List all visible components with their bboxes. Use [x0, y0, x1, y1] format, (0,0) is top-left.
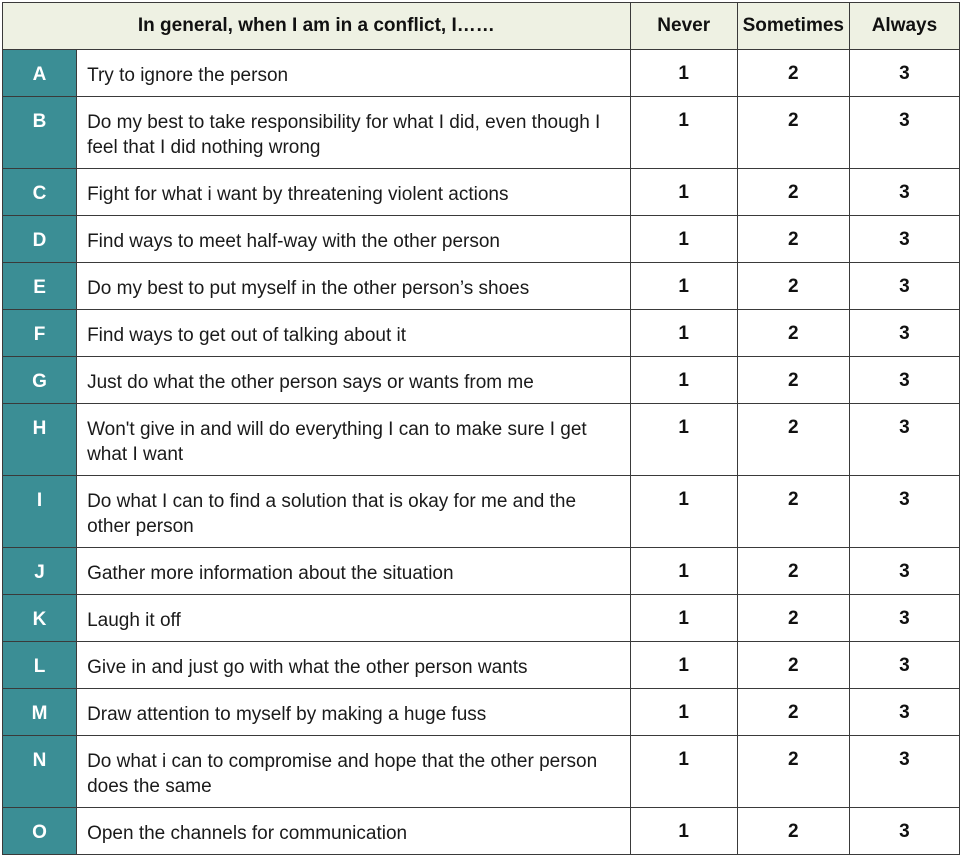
rating-never: 1: [630, 263, 737, 310]
conflict-survey: [2, 2, 960, 855]
header-question: In general, when I am in a conflict, I……: [3, 3, 631, 50]
table-row: [3, 689, 960, 736]
table-row: [3, 263, 960, 310]
rating-never: 1: [630, 97, 737, 169]
header-never: Never: [630, 3, 737, 50]
rating-always: 3: [849, 595, 959, 642]
table-row: [3, 808, 960, 855]
row-letter: J: [3, 548, 77, 595]
rating-never: 1: [630, 310, 737, 357]
rating-sometimes: 2: [737, 216, 849, 263]
rating-never: 1: [630, 50, 737, 97]
row-letter: A: [3, 50, 77, 97]
row-statement: Try to ignore the person: [77, 50, 631, 97]
rating-always: 3: [849, 642, 959, 689]
header-always: Always: [849, 3, 959, 50]
rating-sometimes: 2: [737, 595, 849, 642]
row-statement: Just do what the other person says or wants from me: [77, 357, 631, 404]
row-letter: G: [3, 357, 77, 404]
table-row: [3, 595, 960, 642]
rating-always: 3: [849, 689, 959, 736]
rating-sometimes: 2: [737, 548, 849, 595]
table-row: [3, 50, 960, 97]
row-letter: I: [3, 476, 77, 548]
rating-sometimes: 2: [737, 476, 849, 548]
rating-always: 3: [849, 736, 959, 808]
rating-sometimes: 2: [737, 169, 849, 216]
row-letter: E: [3, 263, 77, 310]
rating-never: 1: [630, 548, 737, 595]
row-statement: Won't give in and will do everything I can to make sure I get what I want: [77, 404, 631, 476]
rating-always: 3: [849, 357, 959, 404]
rating-never: 1: [630, 736, 737, 808]
row-letter: M: [3, 689, 77, 736]
row-letter: C: [3, 169, 77, 216]
row-letter: F: [3, 310, 77, 357]
rating-never: 1: [630, 642, 737, 689]
row-statement: Find ways to meet half-way with the other person: [77, 216, 631, 263]
table-row: [3, 310, 960, 357]
row-statement: Do what I can to find a solution that is okay for me and the other person: [77, 476, 631, 548]
rating-sometimes: 2: [737, 263, 849, 310]
rating-never: 1: [630, 808, 737, 855]
rating-sometimes: 2: [737, 808, 849, 855]
table-row: [3, 642, 960, 689]
rating-never: 1: [630, 404, 737, 476]
rating-never: 1: [630, 476, 737, 548]
table-row: [3, 548, 960, 595]
row-statement: Draw attention to myself by making a huge fuss: [77, 689, 631, 736]
rating-always: 3: [849, 404, 959, 476]
rating-always: 3: [849, 548, 959, 595]
rating-sometimes: 2: [737, 642, 849, 689]
rating-never: 1: [630, 595, 737, 642]
rating-never: 1: [630, 689, 737, 736]
row-letter: K: [3, 595, 77, 642]
header-sometimes: Sometimes: [737, 3, 849, 50]
rating-sometimes: 2: [737, 310, 849, 357]
row-statement: Do my best to take responsibility for what I did, even though I feel that I did nothing wrong: [77, 97, 631, 169]
rating-always: 3: [849, 97, 959, 169]
table-row: [3, 97, 960, 169]
row-statement: Do what i can to compromise and hope that the other person does the same: [77, 736, 631, 808]
row-letter: O: [3, 808, 77, 855]
table-row: [3, 404, 960, 476]
row-letter: H: [3, 404, 77, 476]
header-row: [3, 3, 960, 50]
table-row: [3, 169, 960, 216]
row-statement: Find ways to get out of talking about it: [77, 310, 631, 357]
row-statement: Do my best to put myself in the other person’s shoes: [77, 263, 631, 310]
table-row: [3, 216, 960, 263]
row-statement: Gather more information about the situation: [77, 548, 631, 595]
table-row: [3, 476, 960, 548]
table-row: [3, 357, 960, 404]
rating-always: 3: [849, 50, 959, 97]
rating-always: 3: [849, 808, 959, 855]
row-letter: L: [3, 642, 77, 689]
rating-never: 1: [630, 216, 737, 263]
rating-sometimes: 2: [737, 357, 849, 404]
rating-sometimes: 2: [737, 689, 849, 736]
rating-always: 3: [849, 169, 959, 216]
rating-never: 1: [630, 169, 737, 216]
row-letter: D: [3, 216, 77, 263]
row-statement: Open the channels for communication: [77, 808, 631, 855]
table-row: [3, 736, 960, 808]
rating-always: 3: [849, 216, 959, 263]
rating-sometimes: 2: [737, 50, 849, 97]
row-statement: Fight for what i want by threatening violent actions: [77, 169, 631, 216]
rating-never: 1: [630, 357, 737, 404]
rating-always: 3: [849, 310, 959, 357]
rating-sometimes: 2: [737, 404, 849, 476]
rating-always: 3: [849, 263, 959, 310]
rating-sometimes: 2: [737, 97, 849, 169]
row-statement: Give in and just go with what the other person wants: [77, 642, 631, 689]
rating-sometimes: 2: [737, 736, 849, 808]
row-statement: Laugh it off: [77, 595, 631, 642]
row-letter: N: [3, 736, 77, 808]
row-letter: B: [3, 97, 77, 169]
conflict-table: [2, 2, 960, 855]
rating-always: 3: [849, 476, 959, 548]
